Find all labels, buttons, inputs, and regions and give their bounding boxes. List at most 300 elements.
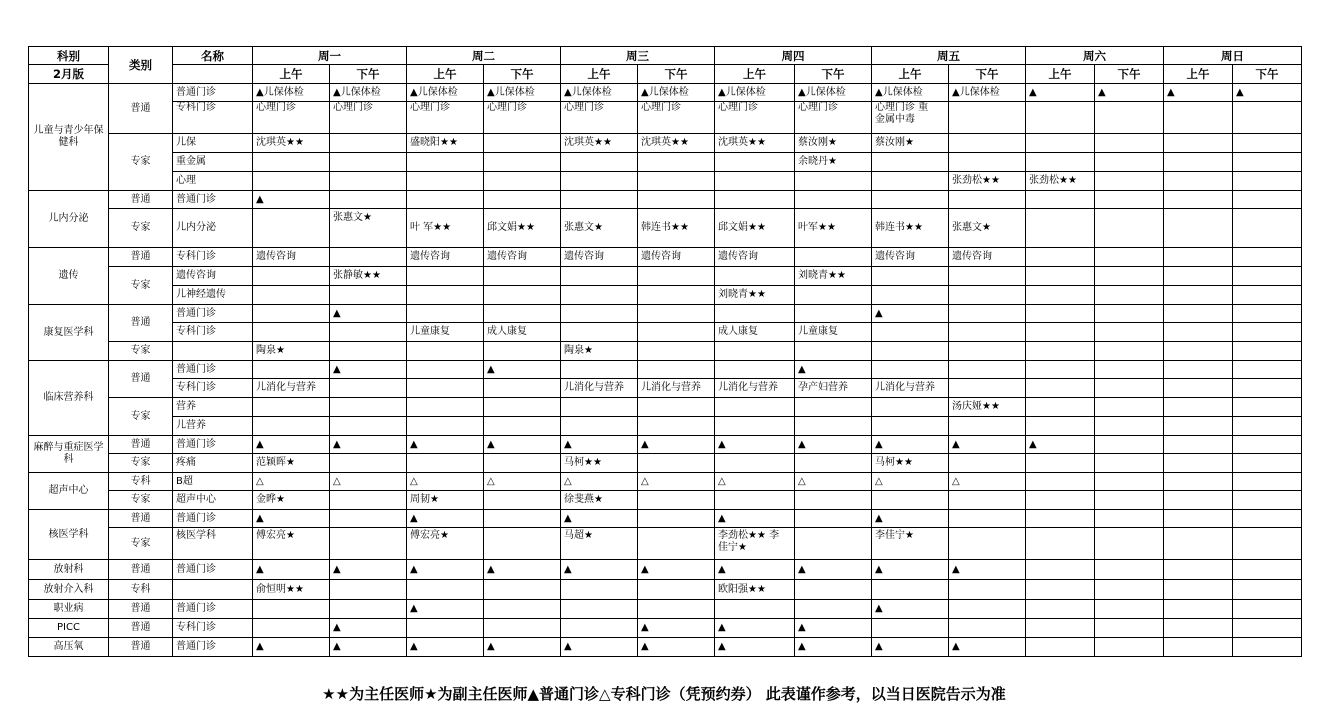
day-header-thu: 周四 bbox=[715, 47, 872, 65]
slot-cell: ▲儿保体检 bbox=[407, 84, 484, 102]
slot-cell bbox=[1164, 619, 1233, 638]
slot-cell: ▲ bbox=[407, 600, 484, 619]
slot-cell bbox=[1233, 191, 1302, 209]
slot-cell: 遗传咨询 bbox=[715, 248, 795, 267]
slot-cell: 遗传咨询 bbox=[949, 248, 1026, 267]
slot-cell: 韩连书★★ bbox=[872, 209, 949, 248]
slot-cell: 沈琪英★★ bbox=[638, 134, 715, 153]
clinic-cell: 重金属 bbox=[173, 153, 253, 172]
slot-cell: ▲ bbox=[330, 361, 407, 379]
slot-cell bbox=[1164, 510, 1233, 528]
slot-cell: △ bbox=[484, 473, 561, 491]
clinic-cell: 心理 bbox=[173, 172, 253, 191]
clinic-cell: B超 bbox=[173, 473, 253, 491]
slot-cell: ▲ bbox=[253, 510, 330, 528]
slot-cell bbox=[253, 619, 330, 638]
version-label: 2月版 bbox=[29, 65, 109, 84]
slot-cell bbox=[715, 491, 795, 510]
slot-cell bbox=[872, 172, 949, 191]
dept-cell: 高压氧 bbox=[29, 638, 109, 657]
slot-cell bbox=[1233, 638, 1302, 657]
table-row bbox=[29, 491, 1302, 510]
slot-cell bbox=[484, 510, 561, 528]
slot-cell: 金晔★ bbox=[253, 491, 330, 510]
slot-cell bbox=[484, 619, 561, 638]
table-row bbox=[29, 209, 1302, 248]
slot-cell: ▲ bbox=[638, 560, 715, 580]
slot-cell bbox=[1095, 286, 1164, 305]
slot-cell: 儿消化与营养 bbox=[872, 379, 949, 398]
slot-cell bbox=[949, 267, 1026, 286]
am-header: 上午 bbox=[1164, 65, 1233, 84]
slot-cell: ▲ bbox=[253, 436, 330, 454]
slot-cell: △ bbox=[561, 473, 638, 491]
slot-cell bbox=[1164, 361, 1233, 379]
slot-cell bbox=[949, 286, 1026, 305]
slot-cell: 遗传咨询 bbox=[638, 248, 715, 267]
slot-cell bbox=[1026, 560, 1095, 580]
slot-cell bbox=[638, 267, 715, 286]
day-header-tue: 周二 bbox=[407, 47, 561, 65]
slot-cell: 遗传咨询 bbox=[253, 248, 330, 267]
slot-cell bbox=[715, 172, 795, 191]
slot-cell: 沈琪英★★ bbox=[561, 134, 638, 153]
slot-cell: 欧阳强★★ bbox=[715, 580, 795, 600]
slot-cell bbox=[1095, 436, 1164, 454]
slot-cell bbox=[1164, 638, 1233, 657]
slot-cell bbox=[561, 600, 638, 619]
clinic-cell bbox=[173, 580, 253, 600]
slot-cell bbox=[1026, 510, 1095, 528]
slot-cell bbox=[253, 172, 330, 191]
slot-cell: 儿消化与营养 bbox=[561, 379, 638, 398]
clinic-cell: 普通门诊 bbox=[173, 191, 253, 209]
slot-cell bbox=[484, 417, 561, 436]
slot-cell bbox=[484, 491, 561, 510]
slot-cell: ▲ bbox=[949, 436, 1026, 454]
table-row bbox=[29, 191, 1302, 209]
slot-cell: 马超★ bbox=[561, 528, 638, 560]
am-header: 上午 bbox=[407, 65, 484, 84]
slot-cell bbox=[1233, 619, 1302, 638]
slot-cell bbox=[484, 342, 561, 361]
clinic-cell: 专科门诊 bbox=[173, 248, 253, 267]
table-row bbox=[29, 398, 1302, 417]
slot-cell bbox=[1095, 454, 1164, 473]
schedule-table bbox=[28, 46, 1302, 657]
am-header: 上午 bbox=[561, 65, 638, 84]
slot-cell: ▲ bbox=[795, 436, 872, 454]
slot-cell: ▲ bbox=[638, 638, 715, 657]
slot-cell: ▲儿保体检 bbox=[715, 84, 795, 102]
slot-cell bbox=[1233, 102, 1302, 134]
slot-cell bbox=[715, 305, 795, 323]
slot-cell: 蔡汝刚★ bbox=[872, 134, 949, 153]
slot-cell bbox=[1026, 361, 1095, 379]
slot-cell bbox=[872, 267, 949, 286]
slot-cell: 心理门诊 bbox=[795, 102, 872, 134]
slot-cell bbox=[484, 305, 561, 323]
slot-cell bbox=[638, 286, 715, 305]
slot-cell: 陶泉★ bbox=[253, 342, 330, 361]
slot-cell: 叶军★★ bbox=[795, 209, 872, 248]
slot-cell bbox=[949, 454, 1026, 473]
slot-cell: 汤庆娅★★ bbox=[949, 398, 1026, 417]
slot-cell bbox=[1233, 379, 1302, 398]
slot-cell: ▲ bbox=[795, 560, 872, 580]
slot-cell bbox=[638, 417, 715, 436]
clinic-cell: 儿内分泌 bbox=[173, 209, 253, 248]
slot-cell: 心理门诊 bbox=[715, 102, 795, 134]
slot-cell bbox=[1026, 417, 1095, 436]
slot-cell: 心理门诊 bbox=[638, 102, 715, 134]
table-row bbox=[29, 323, 1302, 342]
category-cell: 专科 bbox=[109, 580, 173, 600]
slot-cell bbox=[1026, 248, 1095, 267]
slot-cell: ▲ bbox=[1026, 84, 1095, 102]
slot-cell bbox=[638, 191, 715, 209]
slot-cell bbox=[795, 417, 872, 436]
slot-cell: ▲ bbox=[561, 560, 638, 580]
slot-cell: 儿童康复 bbox=[407, 323, 484, 342]
slot-cell bbox=[638, 580, 715, 600]
slot-cell bbox=[949, 379, 1026, 398]
slot-cell: ▲ bbox=[561, 436, 638, 454]
slot-cell bbox=[484, 191, 561, 209]
slot-cell bbox=[1164, 600, 1233, 619]
slot-cell bbox=[638, 454, 715, 473]
slot-cell: ▲ bbox=[638, 619, 715, 638]
slot-cell bbox=[330, 323, 407, 342]
slot-cell bbox=[253, 323, 330, 342]
slot-cell bbox=[1233, 267, 1302, 286]
slot-cell bbox=[253, 286, 330, 305]
slot-cell bbox=[330, 491, 407, 510]
slot-cell: ▲ bbox=[407, 638, 484, 657]
slot-cell bbox=[949, 361, 1026, 379]
slot-cell bbox=[484, 454, 561, 473]
slot-cell: ▲ bbox=[330, 638, 407, 657]
table-row bbox=[29, 102, 1302, 134]
slot-cell bbox=[561, 191, 638, 209]
slot-cell bbox=[1233, 528, 1302, 560]
slot-cell bbox=[949, 323, 1026, 342]
slot-cell bbox=[715, 454, 795, 473]
slot-cell: ▲ bbox=[715, 510, 795, 528]
slot-cell bbox=[1095, 580, 1164, 600]
slot-cell bbox=[1026, 473, 1095, 491]
slot-cell bbox=[1026, 286, 1095, 305]
slot-cell bbox=[1026, 580, 1095, 600]
slot-cell bbox=[795, 342, 872, 361]
slot-cell bbox=[330, 379, 407, 398]
slot-cell bbox=[1233, 600, 1302, 619]
slot-cell bbox=[1164, 436, 1233, 454]
day-header-mon: 周一 bbox=[253, 47, 407, 65]
slot-cell bbox=[795, 510, 872, 528]
slot-cell: △ bbox=[330, 473, 407, 491]
table-row bbox=[29, 417, 1302, 436]
slot-cell: ▲ bbox=[795, 638, 872, 657]
slot-cell bbox=[795, 286, 872, 305]
slot-cell bbox=[795, 248, 872, 267]
slot-cell bbox=[872, 417, 949, 436]
slot-cell bbox=[330, 417, 407, 436]
slot-cell bbox=[561, 398, 638, 417]
slot-cell: 刘晓青★★ bbox=[715, 286, 795, 305]
slot-cell bbox=[795, 528, 872, 560]
slot-cell: ▲ bbox=[407, 560, 484, 580]
slot-cell bbox=[1026, 379, 1095, 398]
slot-cell: 遗传咨询 bbox=[407, 248, 484, 267]
slot-cell bbox=[330, 286, 407, 305]
table-row bbox=[29, 560, 1302, 580]
slot-cell: 儿消化与营养 bbox=[638, 379, 715, 398]
slot-cell bbox=[330, 342, 407, 361]
slot-cell bbox=[638, 510, 715, 528]
slot-cell bbox=[1164, 323, 1233, 342]
slot-cell: ▲儿保体检 bbox=[795, 84, 872, 102]
slot-cell bbox=[638, 172, 715, 191]
slot-cell: 马柯★★ bbox=[561, 454, 638, 473]
slot-cell: ▲ bbox=[330, 436, 407, 454]
slot-cell bbox=[638, 361, 715, 379]
slot-cell bbox=[795, 191, 872, 209]
table-row bbox=[29, 172, 1302, 191]
slot-cell bbox=[1233, 134, 1302, 153]
slot-cell bbox=[1026, 600, 1095, 619]
slot-cell bbox=[330, 191, 407, 209]
slot-cell: △ bbox=[407, 473, 484, 491]
clinic-cell: 儿神经遗传 bbox=[173, 286, 253, 305]
slot-cell bbox=[949, 417, 1026, 436]
slot-cell: 傅宏亮★ bbox=[253, 528, 330, 560]
table-row bbox=[29, 454, 1302, 473]
slot-cell bbox=[407, 286, 484, 305]
clinic-cell: 普通门诊 bbox=[173, 638, 253, 657]
slot-cell bbox=[1233, 305, 1302, 323]
slot-cell bbox=[1164, 172, 1233, 191]
table-row bbox=[29, 248, 1302, 267]
slot-cell bbox=[484, 379, 561, 398]
slot-cell bbox=[1095, 379, 1164, 398]
slot-cell bbox=[638, 323, 715, 342]
clinic-cell bbox=[173, 342, 253, 361]
clinic-cell: 普通门诊 bbox=[173, 600, 253, 619]
slot-cell bbox=[1026, 638, 1095, 657]
slot-cell bbox=[795, 491, 872, 510]
table-row bbox=[29, 473, 1302, 491]
clinic-cell: 儿保 bbox=[173, 134, 253, 153]
category-cell: 普通 bbox=[109, 305, 173, 342]
slot-cell bbox=[1026, 153, 1095, 172]
slot-cell bbox=[1164, 580, 1233, 600]
slot-cell bbox=[1164, 305, 1233, 323]
slot-cell bbox=[253, 209, 330, 248]
slot-cell: ▲ bbox=[484, 560, 561, 580]
category-cell: 专科 bbox=[109, 473, 173, 491]
slot-cell bbox=[1164, 379, 1233, 398]
clinic-cell: 疼痛 bbox=[173, 454, 253, 473]
slot-cell bbox=[1164, 528, 1233, 560]
slot-cell bbox=[1026, 398, 1095, 417]
slot-cell: 心理门诊 重金属中毒 bbox=[872, 102, 949, 134]
slot-cell: 张惠文★ bbox=[561, 209, 638, 248]
slot-cell: 儿消化与营养 bbox=[715, 379, 795, 398]
slot-cell bbox=[638, 600, 715, 619]
slot-cell: ▲ bbox=[1233, 84, 1302, 102]
slot-cell bbox=[407, 361, 484, 379]
slot-cell bbox=[484, 580, 561, 600]
slot-cell bbox=[1233, 342, 1302, 361]
dept-cell: 核医学科 bbox=[29, 510, 109, 560]
slot-cell: ▲儿保体检 bbox=[872, 84, 949, 102]
slot-cell: 成人康复 bbox=[484, 323, 561, 342]
slot-cell bbox=[484, 528, 561, 560]
slot-cell bbox=[715, 267, 795, 286]
category-cell: 普通 bbox=[109, 510, 173, 528]
slot-cell bbox=[1233, 209, 1302, 248]
slot-cell: 俞恒明★★ bbox=[253, 580, 330, 600]
clinic-cell: 儿营养 bbox=[173, 417, 253, 436]
slot-cell: 张静敏★★ bbox=[330, 267, 407, 286]
slot-cell: ▲ bbox=[484, 638, 561, 657]
table-row bbox=[29, 379, 1302, 398]
slot-cell bbox=[795, 398, 872, 417]
category-cell: 专家 bbox=[109, 134, 173, 191]
slot-cell bbox=[949, 491, 1026, 510]
pm-header: 下午 bbox=[638, 65, 715, 84]
slot-cell: ▲ bbox=[715, 560, 795, 580]
slot-cell bbox=[1095, 209, 1164, 248]
slot-cell bbox=[407, 454, 484, 473]
am-header: 上午 bbox=[1026, 65, 1095, 84]
dept-cell: 康复医学科 bbox=[29, 305, 109, 361]
slot-cell bbox=[638, 153, 715, 172]
slot-cell bbox=[1095, 305, 1164, 323]
legend-note: ★★为主任医师★为副主任医师▲普通门诊△专科门诊（凭预约券） 此表谨作参考，以当日医院告示为准 bbox=[322, 685, 1006, 703]
slot-cell bbox=[1233, 473, 1302, 491]
clinic-cell: 普通门诊 bbox=[173, 361, 253, 379]
slot-cell bbox=[253, 153, 330, 172]
slot-cell: 李劲松★★ 李佳宁★ bbox=[715, 528, 795, 560]
category-cell: 专家 bbox=[109, 342, 173, 361]
slot-cell bbox=[1233, 248, 1302, 267]
slot-cell bbox=[330, 172, 407, 191]
slot-cell bbox=[407, 619, 484, 638]
am-header: 上午 bbox=[253, 65, 330, 84]
slot-cell bbox=[1164, 342, 1233, 361]
slot-cell: ▲ bbox=[872, 305, 949, 323]
dept-cell: 临床营养科 bbox=[29, 361, 109, 436]
slot-cell bbox=[949, 305, 1026, 323]
slot-cell: ▲儿保体检 bbox=[330, 84, 407, 102]
slot-cell bbox=[253, 305, 330, 323]
slot-cell bbox=[1233, 398, 1302, 417]
slot-cell bbox=[561, 417, 638, 436]
slot-cell: ▲ bbox=[795, 361, 872, 379]
am-header: 上午 bbox=[872, 65, 949, 84]
slot-cell bbox=[949, 600, 1026, 619]
slot-cell bbox=[407, 342, 484, 361]
slot-cell bbox=[1095, 528, 1164, 560]
category-cell: 专家 bbox=[109, 267, 173, 305]
dept-cell: 职业病 bbox=[29, 600, 109, 619]
slot-cell bbox=[407, 417, 484, 436]
slot-cell: 傅宏亮★ bbox=[407, 528, 484, 560]
slot-cell bbox=[1095, 267, 1164, 286]
slot-cell: ▲ bbox=[253, 638, 330, 657]
slot-cell bbox=[795, 172, 872, 191]
clinic-cell: 超声中心 bbox=[173, 491, 253, 510]
slot-cell: ▲ bbox=[872, 436, 949, 454]
slot-cell bbox=[1095, 361, 1164, 379]
slot-cell: ▲ bbox=[795, 619, 872, 638]
slot-cell bbox=[1026, 102, 1095, 134]
category-cell: 专家 bbox=[109, 209, 173, 248]
slot-cell: 沈琪英★★ bbox=[715, 134, 795, 153]
slot-cell bbox=[872, 398, 949, 417]
slot-cell bbox=[1026, 305, 1095, 323]
slot-cell: 叶 军★★ bbox=[407, 209, 484, 248]
slot-cell: 范颖晖★ bbox=[253, 454, 330, 473]
empty-cell bbox=[173, 65, 253, 84]
slot-cell: ▲ bbox=[330, 619, 407, 638]
dept-cell: 超声中心 bbox=[29, 473, 109, 510]
slot-cell bbox=[1164, 248, 1233, 267]
slot-cell: 遗传咨询 bbox=[561, 248, 638, 267]
slot-cell: 邱文娟★★ bbox=[484, 209, 561, 248]
slot-cell bbox=[638, 491, 715, 510]
slot-cell bbox=[1026, 528, 1095, 560]
category-cell: 普通 bbox=[109, 600, 173, 619]
slot-cell bbox=[1095, 342, 1164, 361]
slot-cell: 心理门诊 bbox=[407, 102, 484, 134]
slot-cell bbox=[1233, 560, 1302, 580]
pm-header: 下午 bbox=[330, 65, 407, 84]
slot-cell bbox=[1164, 153, 1233, 172]
slot-cell bbox=[1095, 510, 1164, 528]
clinic-cell: 专科门诊 bbox=[173, 619, 253, 638]
table-row bbox=[29, 580, 1302, 600]
slot-cell bbox=[1026, 209, 1095, 248]
slot-cell: ▲ bbox=[484, 436, 561, 454]
slot-cell bbox=[1164, 491, 1233, 510]
dept-cell: 放射科 bbox=[29, 560, 109, 580]
slot-cell bbox=[715, 342, 795, 361]
slot-cell bbox=[949, 619, 1026, 638]
slot-cell bbox=[407, 267, 484, 286]
slot-cell bbox=[1164, 473, 1233, 491]
table-row bbox=[29, 600, 1302, 619]
table-row bbox=[29, 134, 1302, 153]
slot-cell bbox=[949, 528, 1026, 560]
slot-cell bbox=[1164, 417, 1233, 436]
name-header: 名称 bbox=[173, 47, 253, 65]
slot-cell bbox=[1095, 191, 1164, 209]
slot-cell bbox=[949, 510, 1026, 528]
category-cell: 普通 bbox=[109, 560, 173, 580]
slot-cell bbox=[1164, 267, 1233, 286]
header-row-halves bbox=[29, 65, 1302, 84]
category-cell: 普通 bbox=[109, 191, 173, 209]
slot-cell: ▲ bbox=[407, 510, 484, 528]
clinic-cell: 营养 bbox=[173, 398, 253, 417]
slot-cell bbox=[253, 361, 330, 379]
slot-cell: 陶泉★ bbox=[561, 342, 638, 361]
dept-cell: 儿童与青少年保健科 bbox=[29, 84, 109, 191]
slot-cell: 盛晓阳★★ bbox=[407, 134, 484, 153]
